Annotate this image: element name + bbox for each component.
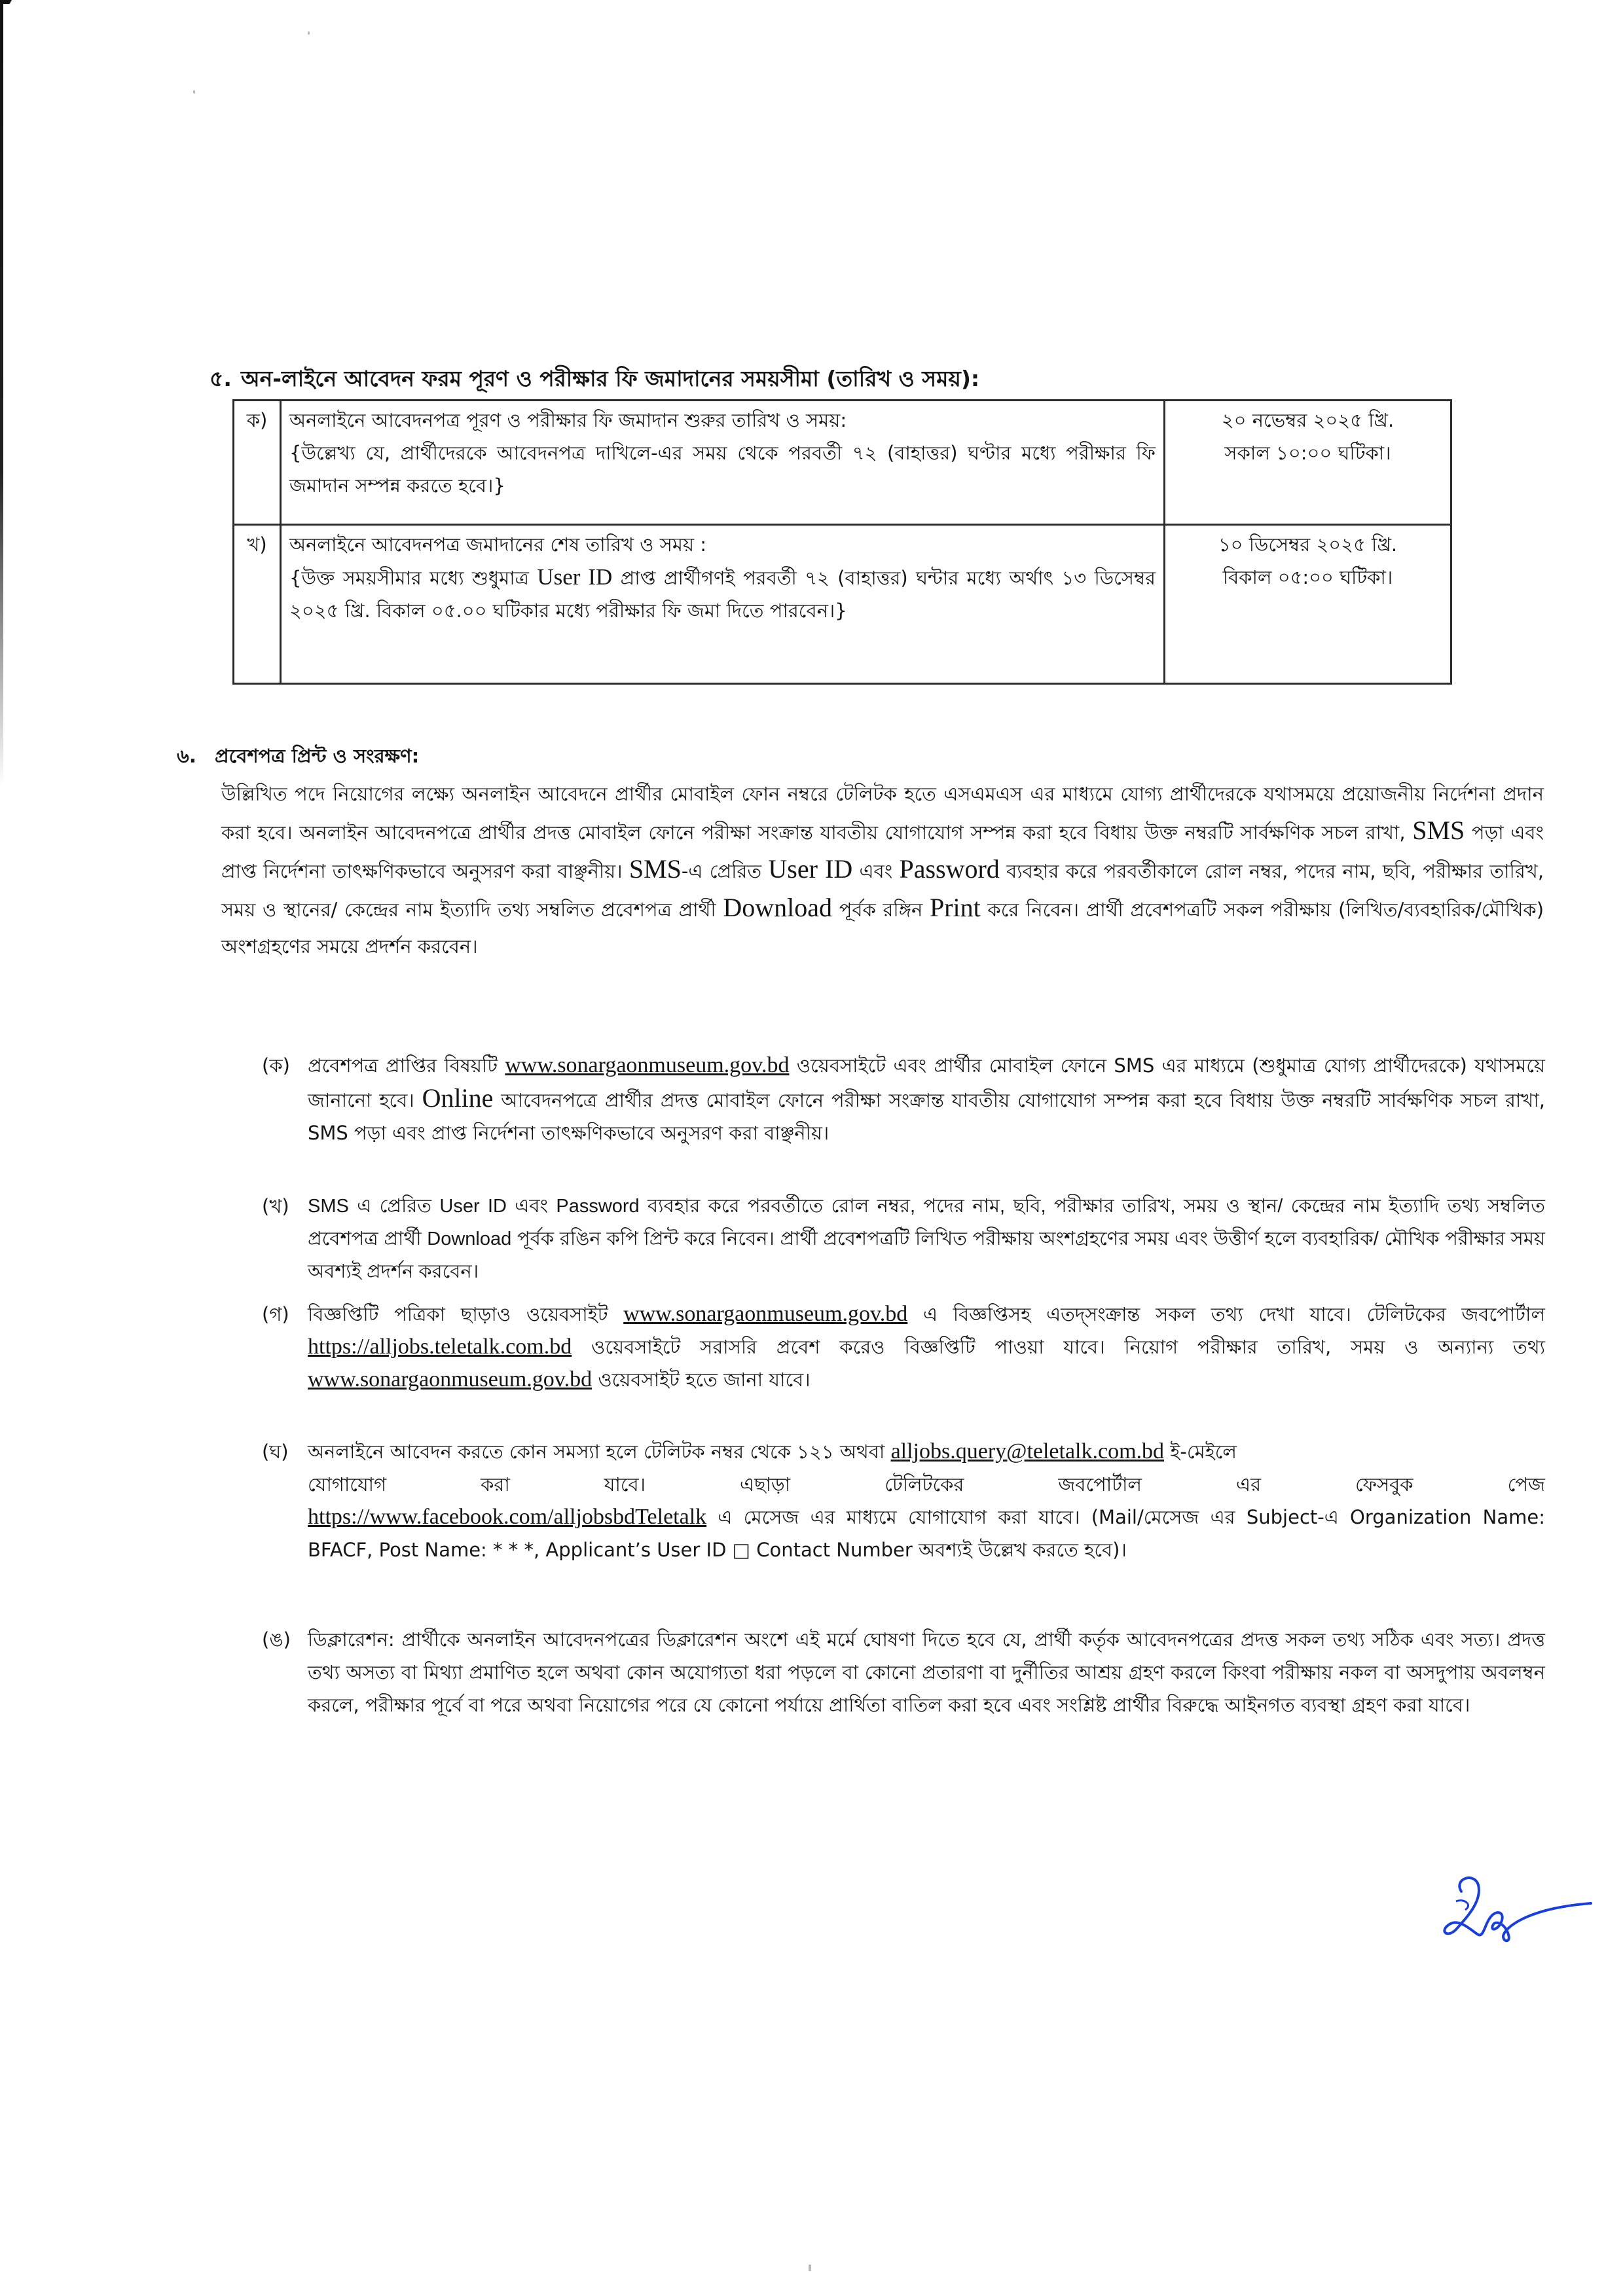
- password-term: Password: [899, 854, 1000, 884]
- list-item: [262, 1298, 1545, 1396]
- list-item: [262, 1049, 1545, 1149]
- row-title: অনলাইনে আবেদনপত্র জমাদানের শেষ তারিখ ও সময় :: [289, 533, 707, 556]
- section-5-heading: [210, 363, 1519, 395]
- spread-word: এর: [1236, 1473, 1262, 1496]
- section-number: ৬.: [177, 745, 196, 767]
- spread-word: জবপোর্টাল: [1058, 1473, 1142, 1496]
- scan-corner-mark: [0, 0, 12, 4]
- section-6-paragraph: [221, 776, 1544, 965]
- row-note: [289, 561, 1156, 627]
- note-user-id: User ID: [537, 564, 613, 590]
- deadline-table: [232, 399, 1452, 685]
- user-id-term: User ID: [768, 854, 853, 884]
- item-text-segment: ওয়েবসাইটে সরাসরি প্রবেশ করেও বিজ্ঞপ্তিটি পাওয়া যাবে। নিয়োগ পরীক্ষার তারিখ, সময় ও অন্যান্য তথ্য: [591, 1336, 1546, 1358]
- paragraph-text: উল্লিখিত পদে নিয়োগের লক্ষ্যে অনলাইন আবেদনে প্রার্থীর মোবাইল ফোন নম্বরে টেলিটক হতে এসএমএস এর মাধ্যমে যোগ্য প্রার্থীদেরকে যথাসময়ে প্রয়োজনীয় নির্দেশনা প্রদান করা হবে। অনলাইন আবেদনপত্রে প্রার্থীর প্রদত্ত মোবাইল ফোনে পরীক্ষা সংক্রান্ত যাবতীয় যোগাযোগ সম্পন্ন করা হবে বিধায় উক্ত নম্বরটি সার্বক্ষণিক সচল রাখা,: [221, 783, 1544, 844]
- item-text: ডিক্লারেশন: প্রার্থীকে অনলাইন আবেদনপত্রের ডিক্লারেশন অংশে এই মর্মে ঘোষণা দিতে হবে যে, প্রার্থী কর্তৃক আবেদনপত্রের প্রদত্ত সকল তথ্য সঠিক এবং সত্য। প্রদত্ত তথ্য অসত্য বা মিথ্যা প্রমাণিত হলে অথবা কোন অযোগ্যতা ধরা পড়লে বা কোনো প্রতারণা বা দুর্নীতির আশ্রয় গ্রহণ করলে কিংবা পরীক্ষায় নকল বা অসদুপায় অবলম্বন করলে, পরীক্ষার পূর্বে বা পরে অথবা নিয়োগের পরে যে কোনো পর্যায়ে প্রার্থিতা বাতিল করা হবে এবং সংশ্লিষ্ট প্রার্থীর বিরুদ্ধে আইনগত ব্যবস্থা গ্রহণ করা যাবে।: [308, 1628, 1545, 1716]
- print-term: Print: [929, 893, 981, 922]
- row-datetime: [1165, 401, 1451, 525]
- paragraph-text: -এ প্রেরিত: [681, 860, 762, 882]
- row-time: সকাল ১০:০০ ঘটিকা।: [1224, 442, 1391, 464]
- list-item: [262, 1623, 1545, 1721]
- item-marker: (গ): [262, 1303, 289, 1325]
- section-6-heading: [177, 741, 419, 771]
- spread-word: পেজ: [1507, 1473, 1545, 1496]
- spread-line: [308, 1468, 1545, 1501]
- signature-icon: [1427, 1872, 1597, 1944]
- item-marker: (খ): [262, 1195, 289, 1217]
- row-title: অনলাইনে আবেদনপত্র পূরণ ও পরীক্ষার ফি জমাদান শুরুর তারিখ ও সময়:: [289, 409, 847, 431]
- item-text-segment: আবেদনপত্রে প্রার্থীর প্রদত্ত মোবাইল ফোনে পরীক্ষা সংক্রান্ত যাবতীয় যোগাযোগ সম্পন্ন করা হবে বিধায় উক্ত নম্বরটি সার্বক্ষণিক সচল রাখা, SMS পড়া এবং প্রাপ্ত নির্দেশনা তাৎক্ষণিকভাবে অনুসরণ করা বাঞ্ছনীয়।: [308, 1089, 1545, 1144]
- item-marker: (ঙ): [262, 1628, 291, 1651]
- item-text-segment: ওয়েবসাইট হতে জানা যাবে।: [598, 1369, 811, 1391]
- paragraph-text: এবং: [859, 860, 893, 882]
- row-date: ১০ ডিসেম্বর ২০২৫ খ্রি.: [1218, 533, 1398, 556]
- item-text-segment: এ মেসেজ এর মাধ্যমে যোগাযোগ করা যাবে। (Mail/মেসেজ এর Subject-এ Organization Name: BFACF, Post Name: * * *, Applicant’s User ID □ Contact Number অবশ্যই উল্লেখ করতে হবে)।: [308, 1506, 1546, 1561]
- teletalk-email-link[interactable]: alljobs.query@teletalk.com.bd: [890, 1439, 1165, 1463]
- teletalk-jobs-link[interactable]: https://alljobs.teletalk.com.bd: [308, 1335, 572, 1359]
- item-marker: (ক): [262, 1054, 290, 1077]
- row-datetime: [1165, 525, 1451, 684]
- sonargaon-museum-link[interactable]: www.sonargaonmuseum.gov.bd: [505, 1053, 790, 1077]
- item-text-segment: অনলাইনে আবেদন করতে কোন সমস্যা হলে টেলিটক নম্বর থেকে ১২১ অথবা: [308, 1441, 885, 1463]
- row-time: বিকাল ০৫:০০ ঘটিকা।: [1222, 566, 1393, 588]
- row-description: [281, 525, 1165, 684]
- item-text-segment: ই-মেইলে: [1170, 1441, 1237, 1463]
- item-text: SMS এ প্রেরিত User ID এবং Password ব্যবহার করে পরবর্তীতে রোল নম্বর, পদের নাম, ছবি, পরীক্ষার তারিখ, সময় ও স্থান/ কেন্দ্রের নাম ইত্যাদি তথ্য সম্বলিত প্রবেশপত্র প্রার্থী Download পূর্বক রঙিন কপি প্রিন্ট করে নিবেন। প্রার্থী প্রবেশপত্রটি লিখিত পরীক্ষায় অংশগ্রহণের সময় এবং উত্তীর্ণ হলে ব্যবহারিক/ মৌখিক পরীক্ষার সময় অবশ্যই প্রদর্শন করবেন।: [308, 1196, 1545, 1282]
- section-title: প্রবেশপত্র প্রিন্ট ও সংরক্ষণ:: [215, 745, 420, 767]
- row-label: ক): [234, 401, 281, 525]
- paragraph-text: ব্যবহার করে পরবর্তীকালে রোল নম্বর, পদের নাম, ছবি, পরীক্ষার তারিখ, সময় ও স্থানের/ কেন্দ্রের নাম ইত্যাদি তথ্য সম্বলিত প্রবেশপত্র প্রার্থী: [221, 860, 1544, 921]
- list-item: [262, 1435, 1545, 1566]
- row-note: {উল্লেখ্য যে, প্রার্থীদেরকে আবেদনপত্র দাখিলে-এর সময় থেকে পরবর্তী ৭২ (বাহাত্তর) ঘণ্টার মধ্যে পরীক্ষার ফি জমাদান সম্পন্ন করতে হবে।}: [289, 442, 1156, 497]
- scan-speck: [809, 2265, 811, 2271]
- list-item: [262, 1190, 1545, 1288]
- scan-speck: [193, 90, 195, 94]
- item-text: [308, 1435, 1545, 1566]
- sms-term: SMS: [1412, 816, 1465, 845]
- teletalk-facebook-link[interactable]: https://www.facebook.com/alljobsbdTeletalk: [308, 1505, 707, 1529]
- item-text-segment: এ বিজ্ঞপ্তিসহ এতদ্সংক্রান্ত সকল তথ্য দেখা যাবে। টেলিটকের জবপোর্টাল: [922, 1303, 1545, 1325]
- item-marker: (ঘ): [262, 1441, 289, 1463]
- spread-word: করা: [481, 1473, 510, 1496]
- sonargaon-museum-link[interactable]: www.sonargaonmuseum.gov.bd: [623, 1302, 908, 1326]
- online-term: Online: [422, 1083, 494, 1113]
- section-number: ৫.: [210, 366, 232, 391]
- table-row: [234, 401, 1451, 525]
- sonargaon-museum-link[interactable]: www.sonargaonmuseum.gov.bd: [308, 1367, 593, 1391]
- note-text: {উক্ত সময়সীমার মধ্যে শুধুমাত্র: [289, 567, 529, 589]
- spread-word: ফেসবুক: [1355, 1473, 1413, 1496]
- row-label: খ): [234, 525, 281, 684]
- item-text-segment: প্রবেশপত্র প্রাপ্তির বিষয়টি: [308, 1054, 498, 1077]
- paragraph-text: পূর্বক রঙ্গিন: [839, 899, 923, 921]
- item-text-segment: ওয়েবসাইটে এবং প্রার্থীর মোবাইল ফোনে SMS এর মাধ্যমে (শুধুমাত্র যোগ্য প্রার্থীদেরকে) যথাসময়ে জানানো হবে।: [308, 1054, 1546, 1111]
- section-title: অন-লাইনে আবেদন ফরম পূরণ ও পরীক্ষার ফি জমাদানের সময়সীমা (তারিখ ও সময়):: [241, 366, 980, 391]
- scan-speck: [308, 31, 310, 35]
- spread-word: এছাড়া: [740, 1473, 791, 1496]
- scan-edge-shadow: [0, 0, 3, 785]
- row-date: ২০ নভেম্বর ২০২৫ খ্রি.: [1221, 409, 1395, 431]
- paragraph-text: পড়া এবং প্রাপ্ত নির্দেশনা তাৎক্ষণিকভাবে অনুসরণ করা বাঞ্ছনীয়।: [221, 821, 1544, 882]
- spread-word: যোগাযোগ: [308, 1473, 387, 1496]
- row-description: [281, 401, 1165, 525]
- table-row: [234, 525, 1451, 684]
- item-text-segment: বিজ্ঞপ্তিটি পত্রিকা ছাড়াও ওয়েবসাইট: [308, 1303, 608, 1325]
- download-term: Download: [723, 893, 833, 922]
- sms-term: SMS: [629, 854, 682, 884]
- item-text: [308, 1049, 1545, 1149]
- paragraph-text: করে নিবেন। প্রার্থী প্রবেশপত্রটি সকল পরীক্ষায় (লিখিত/ব্যবহারিক/মৌখিক) অংশগ্রহণের সময়ে প্রদর্শন করবেন।: [221, 899, 1544, 958]
- spread-word: যাবে।: [604, 1473, 646, 1496]
- item-text: [308, 1298, 1545, 1396]
- note-text: প্রাপ্ত প্রার্থীগণই পরবর্তী ৭২ (বাহাত্তর) ঘন্টার মধ্যে অর্থাৎ ১৩ ডিসেম্বর ২০২৫ খ্রি. বিকাল ০৫.০০ ঘটিকার মধ্যে পরীক্ষার ফি জমা দিতে পারবেন।}: [289, 567, 1156, 622]
- spread-word: টেলিটকের: [884, 1473, 964, 1496]
